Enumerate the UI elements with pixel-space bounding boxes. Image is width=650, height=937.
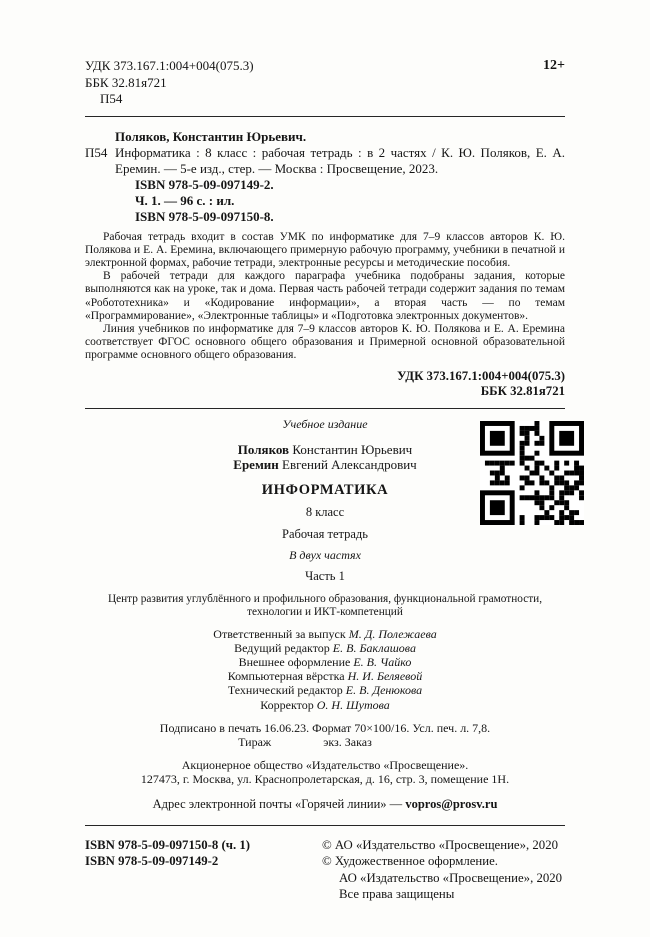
author-given-names: Евгений Александрович	[282, 457, 417, 473]
credit-role: Ответственный за выпуск	[213, 626, 346, 641]
author-sign-code: П54	[100, 91, 123, 106]
credits-block	[85, 627, 565, 712]
tirazh-label: Тираж	[238, 735, 272, 750]
codes-right-block	[85, 369, 565, 400]
edition-block	[85, 417, 565, 584]
qr-code	[480, 421, 584, 525]
catalog-isbn-2: ISBN 978-5-09-097150-8.	[135, 208, 274, 224]
udk-right: УДК 373.167.1:004+004(075.3)	[397, 368, 565, 383]
author-surname: Поляков	[237, 441, 290, 457]
print-info-block	[85, 721, 565, 750]
credit-line	[85, 627, 565, 641]
publishing-center-line-2: технологии и ИКТ-компетенций	[247, 606, 403, 619]
header-block	[85, 58, 565, 108]
credit-name: Е. В. Денюкова	[345, 683, 423, 698]
credit-name: Е. В. Баклашова	[332, 640, 416, 655]
publishing-center-line-1: Центр развития углублённого и профильного образования, функциональной грамотности,	[107, 592, 543, 605]
credit-name: Н. И. Беляевой	[347, 669, 423, 684]
credit-name: О. Н. Шутова	[316, 697, 390, 712]
annotation-paragraph-2: В рабочей тетради для каждого параграфа учебника подобраны задания, которые выполняются как на уроке, так и дома. Первая часть рабочей тетради содержит задания по темам «Робототехника» и «Кодирование информации», а вторая часть — по темам «Программирование», «Электронные таблицы» и «Подготовка электронных документов».	[85, 270, 565, 322]
catalog-author-heading: Поляков, Константин Юрьевич.	[115, 128, 307, 144]
footer-isbn-part: ISBN 978-5-09-097150-8 (ч. 1)	[85, 837, 251, 852]
author-surname: Еремин	[233, 457, 279, 473]
copyright-line-1: © АО «Издательство «Просвещение», 2020	[322, 837, 558, 852]
credit-name: Е. В. Чайко	[353, 654, 412, 669]
divider-bottom	[85, 825, 565, 826]
footer-copyrights	[322, 837, 562, 903]
book-parts-note: В двух частях	[289, 547, 361, 562]
annotation-block	[85, 231, 565, 363]
divider-top	[85, 116, 565, 117]
credit-line	[85, 683, 565, 697]
author-given-names: Константин Юрьевич	[292, 441, 413, 457]
credit-role: Корректор	[260, 697, 314, 712]
publisher-name: Акционерное общество «Издательство «Просвещение».	[181, 757, 469, 772]
hotline-prefix: Адрес электронной почты «Горячей линии» —	[152, 796, 406, 811]
credit-name: М. Д. Полежаева	[348, 626, 437, 641]
book-part-number: Часть 1	[305, 568, 345, 583]
copyright-line-3: АО «Издательство «Просвещение», 2020	[339, 870, 563, 885]
credit-line	[85, 641, 565, 655]
annotation-paragraph-1: Рабочая тетрадь входит в состав УМК по информатике для 7–9 классов авторов К. Ю. Полякова и Е. А. Еремина, включающего примерную рабочую программу, учебники в печатной и электронной формах, рабочие тетради, электронные ресурсы и методические пособия.	[85, 230, 565, 269]
age-rating-badge: 12+	[543, 58, 565, 73]
hotline-email: vopros@prosv.ru	[405, 796, 498, 811]
annotation-paragraph-3: Линия учебников по информатике для 7–9 классов авторов К. Ю. Полякова и Е. А. Еремина соответствует ФГОС основного общего образования и Примерной основной образовательной программе основного общего образования.	[85, 322, 565, 362]
catalog-entry-code: П54	[85, 144, 108, 160]
credit-line	[85, 655, 565, 669]
print-info-line-1: Подписано в печать 16.06.23. Формат 70×100/16. Усл. печ. л. 7,8.	[159, 720, 491, 735]
bbk-line: ББК 32.81я721	[85, 74, 167, 90]
credit-role: Ведущий редактор	[234, 640, 330, 655]
edition-type: Учебное издание	[282, 416, 368, 431]
credit-role: Внешнее оформление	[238, 654, 351, 669]
udk-line: УДК 373.167.1:004+004(075.3)	[85, 58, 254, 73]
zakaz-label: экз. Заказ	[323, 735, 372, 750]
credit-line	[85, 698, 565, 712]
print-info-line-2	[85, 735, 565, 750]
catalog-entry	[85, 129, 565, 225]
publishing-center-block	[85, 593, 565, 620]
book-title: ИНФОРМАТИКА	[261, 481, 389, 498]
footer-isbn-full: ISBN 978-5-09-097149-2	[85, 854, 219, 869]
publisher-block	[85, 758, 565, 787]
publisher-address: 127473, г. Москва, ул. Краснопролетарская, д. 16, стр. 3, помещение 1Н.	[140, 772, 510, 787]
book-subtitle: Рабочая тетрадь	[282, 526, 368, 541]
copyright-line-4: Все права защищены	[339, 887, 455, 902]
book-grade: 8 класс	[305, 504, 345, 519]
catalog-isbn-1: ISBN 978-5-09-097149-2.	[135, 176, 274, 192]
footer-isbns	[85, 837, 322, 903]
catalog-description: Информатика : 8 класс : рабочая тетрадь : в 2 частях / К. Ю. Поляков, Е. А. Еремин. — 5-е изд., стер. — Москва : Просвещение, 2023.	[115, 144, 565, 176]
copyright-line-2: © Художественное оформление.	[322, 854, 498, 869]
credit-line	[85, 669, 565, 683]
footer-block	[85, 837, 565, 903]
catalog-part-line: Ч. 1. — 96 с. : ил.	[135, 192, 235, 208]
header-codes	[85, 58, 254, 108]
divider-middle	[85, 408, 565, 409]
credit-role: Технический редактор	[227, 683, 343, 698]
hotline-block	[85, 797, 565, 812]
credit-role: Компьютерная вёрстка	[227, 669, 345, 684]
bbk-right: ББК 32.81я721	[480, 384, 565, 399]
